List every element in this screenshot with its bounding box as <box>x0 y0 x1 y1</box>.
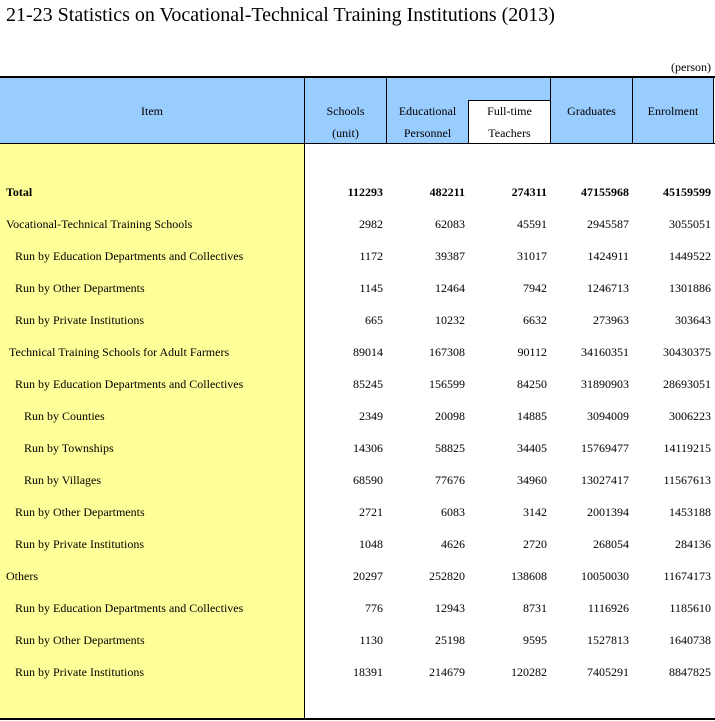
cell-enrolment: 3055051 <box>669 217 711 231</box>
cell-schools: 85245 <box>353 377 383 391</box>
table-row <box>0 624 715 656</box>
cell-schools: 68590 <box>353 473 383 487</box>
cell-enrolment: 8847825 <box>669 665 711 679</box>
row-item-label: Run by Private Institutions <box>15 665 144 679</box>
cell-personnel: 77676 <box>435 473 465 487</box>
cell-personnel: 10232 <box>435 313 465 327</box>
cell-enrolment: 28693051 <box>663 377 711 391</box>
cell-schools: 1130 <box>359 633 383 647</box>
cell-teachers: 274311 <box>511 185 547 199</box>
header-educational-line2: Personnel <box>403 126 452 140</box>
header-schools-line1: Schools <box>326 104 365 118</box>
cell-graduates: 15769477 <box>581 441 629 455</box>
cell-personnel: 167308 <box>429 345 465 359</box>
cell-enrolment: 3006223 <box>669 409 711 423</box>
row-item-label: Run by Private Institutions <box>15 537 144 551</box>
table-row <box>0 272 715 304</box>
cell-enrolment: 1640738 <box>669 633 711 647</box>
cell-enrolment: 1453188 <box>669 505 711 519</box>
table-row <box>0 368 715 400</box>
table-row <box>0 400 715 432</box>
row-item-label: Run by Other Departments <box>15 505 145 519</box>
page-title: 21-23 Statistics on Vocational-Technical Training Institutions (2013) <box>6 4 555 26</box>
row-item-label: Run by Education Departments and Collectives <box>15 377 244 391</box>
cell-graduates: 1116926 <box>587 601 629 615</box>
row-item-label: Vocational-Technical Training Schools <box>6 217 193 231</box>
cell-teachers: 3142 <box>523 505 547 519</box>
cell-personnel: 4626 <box>441 537 465 551</box>
cell-teachers: 14885 <box>517 409 547 423</box>
table-row <box>0 208 715 240</box>
cell-enrolment: 303643 <box>675 313 711 327</box>
cell-graduates: 13027417 <box>581 473 629 487</box>
cell-teachers: 7942 <box>523 281 547 295</box>
cell-personnel: 482211 <box>429 185 465 199</box>
row-item-label: Run by Private Institutions <box>15 313 144 327</box>
cell-teachers: 45591 <box>517 217 547 231</box>
cell-enrolment: 14119215 <box>663 441 711 455</box>
cell-teachers: 34960 <box>517 473 547 487</box>
row-item-label: Total <box>6 185 33 199</box>
cell-schools: 20297 <box>353 569 383 583</box>
cell-schools: 14306 <box>353 441 383 455</box>
cell-schools: 665 <box>365 313 383 327</box>
cell-enrolment: 1301886 <box>669 281 711 295</box>
table-row <box>0 176 715 208</box>
cell-teachers: 138608 <box>511 569 547 583</box>
cell-graduates: 31890903 <box>581 377 629 391</box>
table-row <box>0 528 715 560</box>
cell-schools: 112293 <box>347 185 383 199</box>
header-graduates: Graduates <box>567 104 616 118</box>
cell-graduates: 268054 <box>593 537 629 551</box>
cell-schools: 18391 <box>353 665 383 679</box>
row-item-label: Run by Education Departments and Collectives <box>15 249 244 263</box>
cell-graduates: 10050030 <box>581 569 629 583</box>
table-row <box>0 560 715 592</box>
cell-graduates: 2001394 <box>587 505 629 519</box>
cell-schools: 2982 <box>359 217 383 231</box>
cell-graduates: 34160351 <box>581 345 629 359</box>
cell-enrolment: 1449522 <box>669 249 711 263</box>
cell-teachers: 2720 <box>523 537 547 551</box>
table-row <box>0 336 715 368</box>
table-row <box>0 496 715 528</box>
table-bottom-rule <box>0 718 715 720</box>
table-row <box>0 656 715 688</box>
header-enrolment: Enrolment <box>647 104 699 118</box>
cell-teachers: 9595 <box>523 633 547 647</box>
cell-graduates: 7405291 <box>587 665 629 679</box>
row-item-label: Run by Other Departments <box>15 633 145 647</box>
row-item-label: Run by Other Departments <box>15 281 145 295</box>
cell-teachers: 31017 <box>517 249 547 263</box>
cell-schools: 2349 <box>359 409 383 423</box>
header-schools-line2: (unit) <box>332 126 359 140</box>
cell-enrolment: 11674173 <box>663 569 711 583</box>
row-item-label: Run by Villages <box>24 473 102 487</box>
cell-enrolment: 45159599 <box>663 185 711 199</box>
cell-schools: 1145 <box>359 281 383 295</box>
cell-enrolment: 1185610 <box>669 601 711 615</box>
cell-teachers: 84250 <box>517 377 547 391</box>
cell-graduates: 1527813 <box>587 633 629 647</box>
cell-personnel: 6083 <box>441 505 465 519</box>
table-row <box>0 464 715 496</box>
cell-personnel: 156599 <box>429 377 465 391</box>
cell-teachers: 34405 <box>517 441 547 455</box>
cell-personnel: 12464 <box>435 281 465 295</box>
cell-teachers: 8731 <box>523 601 547 615</box>
statistics-table <box>0 76 715 721</box>
unit-label: (person) <box>671 60 711 74</box>
row-item-label: Run by Counties <box>24 409 105 423</box>
row-item-label: Run by Townships <box>24 441 114 455</box>
header-fulltime-line2: Teachers <box>488 126 531 140</box>
cell-graduates: 3094009 <box>587 409 629 423</box>
cell-personnel: 20098 <box>435 409 465 423</box>
cell-personnel: 252820 <box>429 569 465 583</box>
table-row <box>0 432 715 464</box>
cell-personnel: 214679 <box>429 665 465 679</box>
cell-schools: 89014 <box>353 345 383 359</box>
cell-schools: 1048 <box>359 537 383 551</box>
cell-personnel: 12943 <box>435 601 465 615</box>
header-educational-line1: Educational <box>398 104 457 118</box>
cell-teachers: 120282 <box>511 665 547 679</box>
row-item-label: Run by Education Departments and Collectives <box>15 601 244 615</box>
table-row <box>0 592 715 624</box>
table-row <box>0 304 715 336</box>
cell-teachers: 90112 <box>517 345 547 359</box>
cell-graduates: 1246713 <box>587 281 629 295</box>
cell-personnel: 62083 <box>435 217 465 231</box>
cell-personnel: 58825 <box>435 441 465 455</box>
cell-teachers: 6632 <box>523 313 547 327</box>
cell-enrolment: 284136 <box>675 537 711 551</box>
cell-personnel: 25198 <box>435 633 465 647</box>
header-fulltime-line1: Full-time <box>487 104 532 118</box>
cell-schools: 2721 <box>359 505 383 519</box>
table-row <box>0 240 715 272</box>
cell-enrolment: 11567613 <box>663 473 711 487</box>
cell-schools: 776 <box>365 601 383 615</box>
cell-graduates: 2945587 <box>587 217 629 231</box>
row-item-label: Technical Training Schools for Adult Farmers <box>9 345 230 359</box>
cell-personnel: 39387 <box>435 249 465 263</box>
cell-graduates: 273963 <box>593 313 629 327</box>
cell-graduates: 1424911 <box>587 249 629 263</box>
cell-enrolment: 30430375 <box>663 345 711 359</box>
header-item: Item <box>141 104 163 118</box>
cell-graduates: 47155968 <box>581 185 629 199</box>
row-item-label: Others <box>6 569 38 583</box>
cell-schools: 1172 <box>359 249 383 263</box>
